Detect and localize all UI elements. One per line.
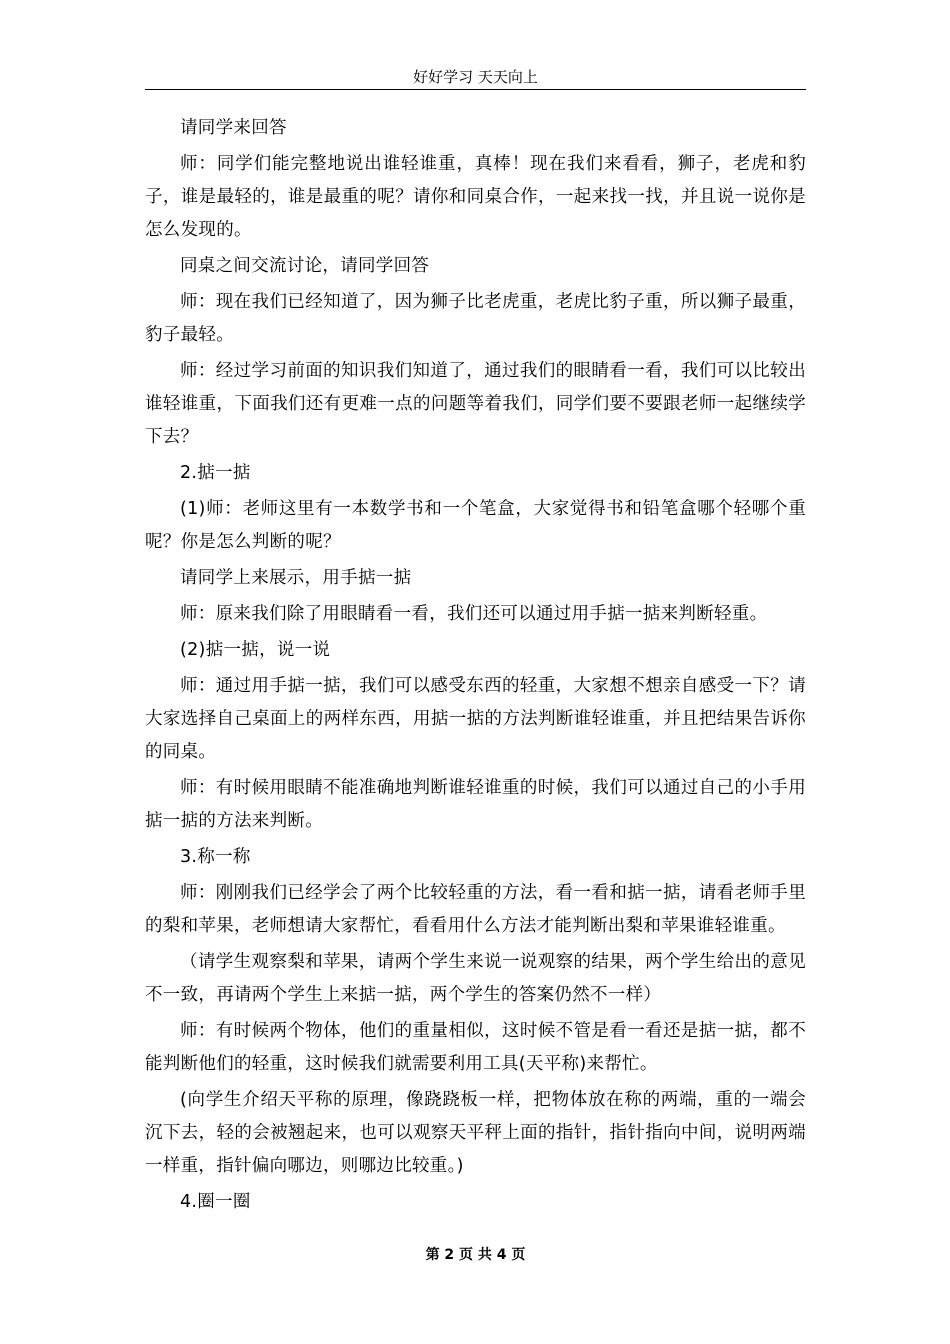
paragraph: （请学生观察梨和苹果，请两个学生来说一说观察的结果，两个学生给出的意见不一致，再请两个学生上来掂一掂，两个学生的答案仍然不一样） xyxy=(145,952,806,1005)
subsection-heading: (2)掂一掂，说一说 xyxy=(180,640,331,660)
paragraph: (向学生介绍天平称的原理，像跷跷板一样，把物体放在称的两端，重的一端会沉下去，轻的会被翘起来，也可以观察天平秤上面的指针，指针指向中间，说明两端一样重，指针偏向哪边，则哪边比较重。) xyxy=(145,1090,806,1176)
paragraph: 师：现在我们已经知道了，因为狮子比老虎重，老虎比豹子重，所以狮子最重，豹子最轻。 xyxy=(145,292,806,345)
paragraph: 师：同学们能完整地说出谁轻谁重，真棒！现在我们来看看，狮子，老虎和豹子，谁是最轻的，谁是最重的呢？请你和同桌合作，一起来找一找，并且说一说你是怎么发现的。 xyxy=(145,154,806,240)
paragraph: 同桌之间交流讨论，请同学回答 xyxy=(180,256,430,276)
paragraph: 请同学上来展示，用手掂一掂 xyxy=(180,568,412,588)
paragraph: 师：通过用手掂一掂，我们可以感受东西的轻重，大家想不想亲自感受一下？请大家选择自己桌面上的两样东西，用掂一掂的方法判断谁轻谁重，并且把结果告诉你的同桌。 xyxy=(145,676,806,762)
paragraph: 师：原来我们除了用眼睛看一看，我们还可以通过用手掂一掂来判断轻重。 xyxy=(180,604,768,624)
header-divider xyxy=(145,89,806,90)
page-number-footer: 第 2 页 共 4 页 xyxy=(425,1247,526,1263)
section-heading: 2.掂一掂 xyxy=(180,463,251,483)
paragraph: 请同学来回答 xyxy=(180,118,287,138)
paragraph: 师：有时候用眼睛不能准确地判断谁轻谁重的时候，我们可以通过自己的小手用掂一掂的方法来判断。 xyxy=(145,778,806,831)
paragraph: 师：有时候两个物体，他们的重量相似，这时候不管是看一看还是掂一掂，都不能判断他们的轻重，这时候我们就需要利用工具(天平称)来帮忙。 xyxy=(145,1021,806,1074)
section-heading: 4.圈一圈 xyxy=(180,1192,251,1212)
paragraph: 师：经过学习前面的知识我们知道了，通过我们的眼睛看一看，我们可以比较出谁轻谁重，下面我们还有更难一点的问题等着我们，同学们要不要跟老师一起继续学下去？ xyxy=(145,361,806,447)
paragraph: (1)师：老师这里有一本数学书和一个笔盒，大家觉得书和铅笔盒哪个轻哪个重呢？你是怎么判断的呢？ xyxy=(145,499,806,552)
paragraph: 师：刚刚我们已经学会了两个比较轻重的方法，看一看和掂一掂，请看老师手里的梨和苹果，老师想请大家帮忙，看看用什么方法才能判断出梨和苹果谁轻谁重。 xyxy=(145,883,806,936)
page-header: 好好学习 天天向上 xyxy=(413,68,538,86)
document-body xyxy=(145,112,806,1222)
section-heading: 3.称一称 xyxy=(180,847,251,867)
